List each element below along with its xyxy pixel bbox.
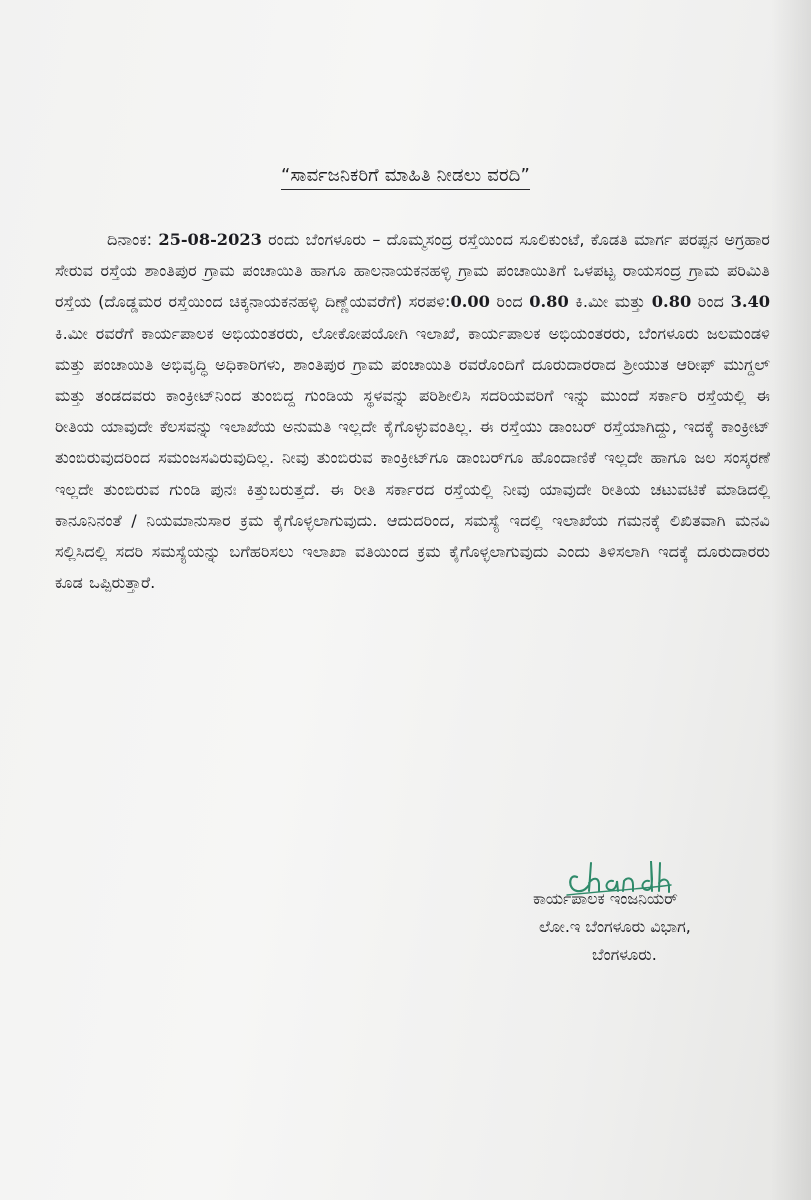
- chainage-3: 0.80: [651, 292, 692, 312]
- body-part-2: ರಿಂದ: [489, 292, 530, 312]
- body-date-prefix: ದಿನಾಂಕ:: [107, 230, 159, 249]
- chainage-2: 0.80: [529, 292, 569, 312]
- body-part-1: ರಂದು ಬೆಂಗಳೂರು – ದೊಮ್ಮಸಂದ್ರ ರಸ್ತೆಯಿಂದ ಸೂಲಿಕುಂಟೆ, ಕೊಡತಿ ಮಾರ್ಗ ಪರಪ್ಪನ ಅಗ್ರಹಾರ ಸೇರುವ ರಸ್ತೆಯ ಶಾಂತಿಪುರ ಗ್ರಾಮ ಪಂಚಾಯಿತಿ ಹಾಗೂ ಹಾಲನಾಯಕನಹಳ್ಳಿ ಗ್ರಾಮ ಪಂಚಾಯಿತಿಗೆ ಒಳಪಟ್ಟ ರಾಯಸಂದ್ರ ಗ್ರಾಮ ಪರಿಮಿತಿ ರಸ್ತೆಯ (ದೊಡ್ಡಮರ ರಸ್ತೆಯಿಂದ ಚಿಕ್ಕನಾಯಕನಹಳ್ಳಿ ದಿಣ್ಣೆಯವರೆಗೆ) ಸರಪಳಿ:: [55, 230, 770, 312]
- signatory-designation: ಕಾರ್ಯಪಾಲಕ ಇಂಜನಿಯರ್: [533, 889, 678, 908]
- chainage-4: 3.40: [730, 292, 770, 312]
- body-part-4: ರಿಂದ: [691, 292, 731, 312]
- chainage-1: 0.00: [450, 292, 490, 312]
- body-part-5: ಕಿ.ಮೀ ರವರೆಗೆ ಕಾರ್ಯಪಾಲಕ ಅಭಿಯಂತರರು, ಲೋಕೋಪಯೋಗಿ ಇಲಾಖೆ, ಕಾರ್ಯಪಾಲಕ ಅಭಿಯಂತರರು, ಬೆಂಗಳೂರು ಜಲಮಂಡಳಿ ಮತ್ತು ಪಂಚಾಯಿತಿ ಅಭಿವೃದ್ಧಿ ಅಧಿಕಾರಿಗಳು, ಶಾಂತಿಪುರ ಗ್ರಾಮ ಪಂಚಾಯಿತಿ ರವರೊಂದಿಗೆ ದೂರುದಾರರಾದ ಶ್ರೀಯುತ ಆರೀಫ್ ಮುಗ್ದಲ್ ಮತ್ತು ತಂಡದವರು ಕಾಂಕ್ರೀಟ್‌ನಿಂದ ತುಂಬಿದ್ದ ಗುಂಡಿಯ ಸ್ಥಳವನ್ನು ಪರಿಶೀಲಿಸಿ ಸದರಿಯವರಿಗೆ ಇನ್ನು ಮುಂದೆ ಸರ್ಕಾರಿ ರಸ್ತೆಯಲ್ಲಿ ಈ ರೀತಿಯ ಯಾವುದೇ ಕೆಲಸವನ್ನು ಇಲಾಖೆಯ ಅನುಮತಿ ಇಲ್ಲದೇ ಕೈಗೊಳ್ಳುವಂತಿಲ್ಲ. ಈ ರಸ್ತೆಯು ಡಾಂಬರ್ ರಸ್ತೆಯಾಗಿದ್ದು, ಇದಕ್ಕೆ ಕಾಂಕ್ರೀಟ್ ತುಂಬಿರುವುದರಿಂದ ಸಮಂಜಸವಿರುವುದಿಲ್ಲ. ನೀವು ತುಂಬಿರುವ ಕಾಂಕ್ರೀಟ್‌ಗೂ ಡಾಂಬರ್‌ಗೂ ಹೊಂದಾಣಿಕೆ ಇಲ್ಲದೇ ಹಾಗೂ ಜಲ ಸಂಸ್ಕರಣೆ ಇಲ್ಲದೇ ತುಂಬಿರುವ ಗುಂಡಿ ಪುನಃ ಕಿತ್ತುಬರುತ್ತದೆ. ಈ ರೀತಿ ಸರ್ಕಾರದ ರಸ್ತೆಯಲ್ಲಿ ನೀವು ಯಾವುದೇ ರೀತಿಯ ಚಟುವಟಿಕೆ ಮಾಡಿದಲ್ಲಿ ಕಾನೂನಿನಂತೆ / ನಿಯಮಾನುಸಾರ ಕ್ರಮ ಕೈಗೊಳ್ಳಲಾಗುವುದು. ಆದುದರಿಂದ, ಸಮಸ್ಯೆ ಇದಲ್ಲಿ ಇಲಾಖೆಯ ಗಮನಕ್ಕೆ ಲಿಖಿತವಾಗಿ ಮನವಿ ಸಲ್ಲಿಸಿದಲ್ಲಿ ಸದರಿ ಸಮಸ್ಯೆಯನ್ನು ಬಗೆಹರಿಸಲು ಇಲಾಖಾ ವತಿಯಿಂದ ಕ್ರಮ ಕೈಗೊಳ್ಳಲಾಗುವುದು ಎಂದು ತಿಳಿಸಲಾಗಿ ಇದಕ್ಕೆ ದೂರುದಾರರು ಕೂಡ ಒಪ್ಪಿರುತ್ತಾರೆ.: [55, 323, 770, 593]
- body-date: 25-08-2023: [158, 230, 262, 249]
- signatory-division: ಲೋ.ಇ ಬೆಂಗಳೂರು ವಿಭಾಗ,: [539, 917, 691, 936]
- document-title-text: “ಸಾರ್ವಜನಿಕರಿಗೆ ಮಾಹಿತಿ ನೀಡಲು ವರದಿ”: [281, 165, 530, 190]
- body-part-3: ಕಿ.ಮೀ ಮತ್ತು: [568, 292, 652, 312]
- signatory-details: [525, 885, 775, 969]
- document-title: [0, 165, 811, 186]
- signatory-city: ಬೆಂಗಳೂರು.: [592, 945, 657, 964]
- document-body-paragraph: [55, 224, 770, 598]
